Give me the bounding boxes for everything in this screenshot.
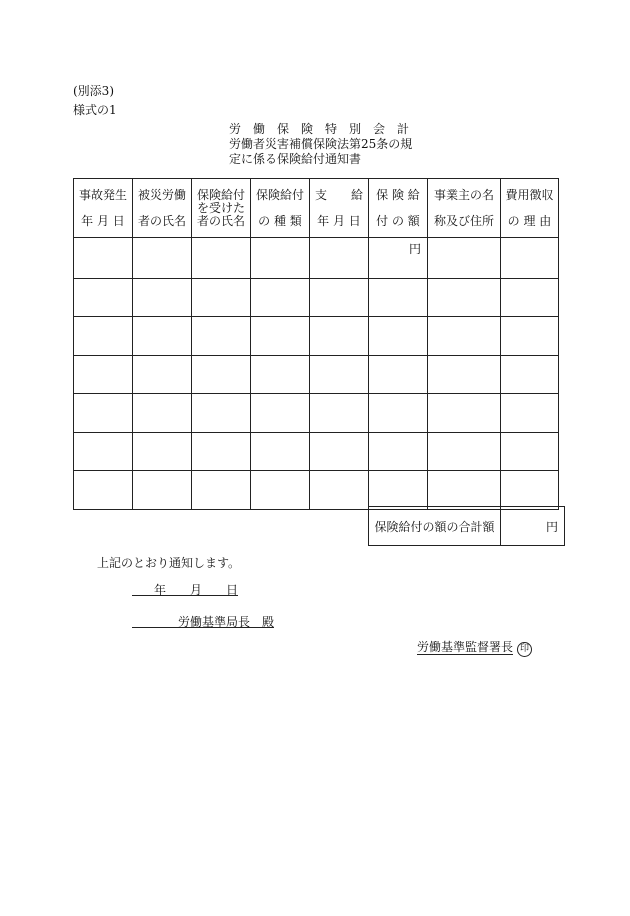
table-cell[interactable] <box>501 355 559 394</box>
table-cell[interactable] <box>369 394 428 433</box>
column-header-line: 事業主の名 <box>433 187 494 202</box>
table-cell[interactable]: 円 <box>369 238 428 279</box>
column-header-line: 費用徴収 <box>505 187 554 202</box>
column-header-line <box>310 202 368 215</box>
table-cell[interactable] <box>192 317 251 356</box>
sender-label: 労働基準監督署長 <box>417 640 514 654</box>
table-cell[interactable] <box>310 238 369 279</box>
addressee-label: 労働基準局長 殿 <box>177 615 274 629</box>
column-header-line: を受けた <box>196 200 245 215</box>
table-cell[interactable] <box>501 317 559 356</box>
column-header-line: 保険給付 <box>196 187 245 202</box>
date-label: 年 月 日 <box>153 583 238 597</box>
table-cell[interactable] <box>310 394 369 433</box>
table-cell[interactable] <box>251 394 310 433</box>
total-table <box>368 506 565 546</box>
total-amount-field[interactable]: 円 <box>501 507 565 546</box>
table-cell[interactable] <box>369 432 428 471</box>
table-cell[interactable] <box>133 317 192 356</box>
column-header <box>428 179 501 238</box>
table-row <box>74 394 559 433</box>
table-cell[interactable] <box>192 471 251 510</box>
table-cell[interactable] <box>251 238 310 279</box>
column-header <box>310 179 369 238</box>
attachment-label: (別添3) <box>73 84 114 98</box>
table-cell[interactable] <box>501 278 559 317</box>
table-cell[interactable] <box>369 355 428 394</box>
title-line-1: 労 働 保 険 特 別 会 計 <box>229 122 410 136</box>
table-cell[interactable] <box>251 317 310 356</box>
column-header <box>74 179 133 238</box>
column-header <box>133 179 192 238</box>
table-cell[interactable] <box>192 432 251 471</box>
table-row <box>74 432 559 471</box>
table-cell[interactable] <box>251 278 310 317</box>
sender-line <box>417 640 532 657</box>
table-cell[interactable] <box>310 432 369 471</box>
column-header-line <box>74 202 132 215</box>
table-cell[interactable] <box>501 471 559 510</box>
table-cell[interactable] <box>501 432 559 471</box>
column-header <box>192 179 251 238</box>
table-cell[interactable] <box>501 238 559 279</box>
title-line-2: 労働者災害補償保険法第25条の規 <box>229 137 413 151</box>
column-header-line: 年 月 日 <box>317 213 361 228</box>
table-cell[interactable] <box>251 471 310 510</box>
table-cell[interactable] <box>310 355 369 394</box>
table-row <box>74 317 559 356</box>
column-header <box>501 179 559 238</box>
column-header <box>251 179 310 238</box>
table-cell[interactable] <box>74 355 133 394</box>
table-cell[interactable] <box>501 394 559 433</box>
table-cell[interactable] <box>428 471 501 510</box>
table-cell[interactable] <box>369 278 428 317</box>
benefit-table <box>73 178 559 510</box>
table-cell[interactable] <box>133 238 192 279</box>
column-header-line: 者の氏名 <box>196 213 245 228</box>
date-field[interactable] <box>132 581 238 596</box>
column-header <box>369 179 428 238</box>
column-header-line: 支 給 <box>314 187 363 202</box>
table-cell[interactable] <box>74 432 133 471</box>
table-cell[interactable] <box>369 471 428 510</box>
form-number: 様式の1 <box>73 103 117 117</box>
column-header-line <box>501 202 558 215</box>
table-cell[interactable] <box>251 355 310 394</box>
column-header-line: 保 険 給 <box>376 187 420 202</box>
column-header-line <box>133 202 191 215</box>
table-cell[interactable] <box>74 278 133 317</box>
addressee-field[interactable] <box>132 613 274 628</box>
table-header-row <box>74 179 559 238</box>
column-header-line <box>428 202 500 215</box>
table-cell[interactable] <box>133 394 192 433</box>
table-row <box>74 471 559 510</box>
table-cell[interactable] <box>310 278 369 317</box>
table-cell[interactable] <box>310 317 369 356</box>
table-cell[interactable] <box>369 317 428 356</box>
table-cell[interactable] <box>74 317 133 356</box>
table-cell[interactable] <box>428 317 501 356</box>
table-cell[interactable] <box>428 238 501 279</box>
table-row <box>74 278 559 317</box>
table-cell[interactable] <box>428 394 501 433</box>
table-cell[interactable] <box>192 355 251 394</box>
table-cell[interactable] <box>133 278 192 317</box>
table-cell[interactable] <box>428 355 501 394</box>
table-cell[interactable] <box>133 355 192 394</box>
title-line-3: 定に係る保険給付通知書 <box>229 152 362 166</box>
table-row <box>74 238 559 279</box>
column-header-line <box>251 202 309 215</box>
total-label: 保険給付の額の合計額 <box>369 507 501 546</box>
column-header-line: 保険給付 <box>255 187 304 202</box>
table-cell[interactable] <box>74 394 133 433</box>
column-header-line: 年 月 日 <box>81 213 125 228</box>
notice-text: 上記のとおり通知します。 <box>97 556 241 570</box>
table-cell[interactable] <box>74 471 133 510</box>
seal-icon: 印 <box>517 642 532 657</box>
table-row <box>74 355 559 394</box>
table-cell[interactable] <box>428 432 501 471</box>
table-cell[interactable] <box>251 432 310 471</box>
table-cell[interactable] <box>192 394 251 433</box>
column-header-line: の 種 類 <box>258 213 302 228</box>
table-cell[interactable] <box>310 471 369 510</box>
table-cell[interactable] <box>133 432 192 471</box>
column-header-line: 被災労働 <box>137 187 186 202</box>
column-header-line <box>369 202 427 215</box>
column-header-line: 事故発生 <box>78 187 127 202</box>
column-header-line: 付 の 額 <box>376 213 420 228</box>
table-cell[interactable] <box>133 471 192 510</box>
table-cell[interactable] <box>74 238 133 279</box>
table-cell[interactable] <box>192 238 251 279</box>
table-cell[interactable] <box>428 278 501 317</box>
table-cell[interactable] <box>192 278 251 317</box>
column-header-line: 者の氏名 <box>137 213 186 228</box>
column-header-line: の 理 由 <box>507 213 552 228</box>
column-header-line: 称及び住所 <box>433 213 494 228</box>
